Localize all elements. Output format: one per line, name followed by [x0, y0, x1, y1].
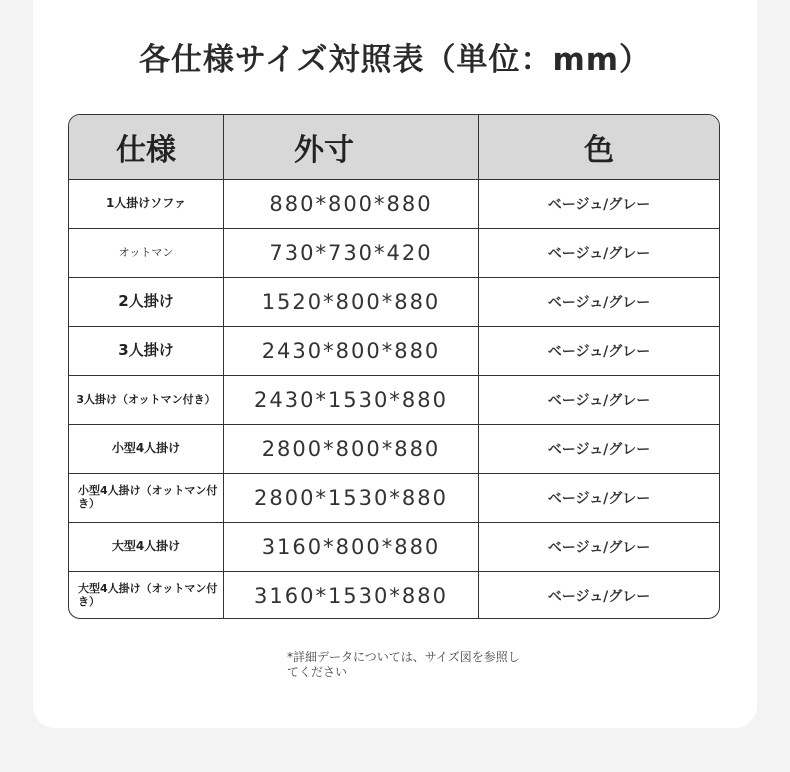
- row-spec-name: 1人掛けソファ: [69, 180, 224, 228]
- row-size: 3160*800*880: [224, 523, 479, 571]
- header-color: 色: [584, 133, 614, 168]
- row-size: 2430*800*880: [224, 327, 479, 375]
- table-row: [69, 522, 719, 571]
- row-spec-name: 大型4人掛け: [69, 523, 224, 571]
- row-spec-name: 3人掛け: [69, 327, 224, 375]
- row-size: 730*730*420: [224, 229, 479, 277]
- table-row: [69, 473, 719, 522]
- row-spec-name: 3人掛け（オットマン付き）: [69, 376, 224, 424]
- table-row: [69, 228, 719, 277]
- row-spec-name: オットマン: [69, 229, 224, 277]
- row-color: ベージュ/グレー: [547, 589, 651, 605]
- table-header-row: [69, 115, 719, 179]
- row-color: ベージュ/グレー: [547, 197, 651, 213]
- row-spec-name: 小型4人掛け（オットマン付き）: [69, 474, 224, 522]
- row-size: 2800*1530*880: [224, 474, 479, 522]
- header-size: 外寸: [224, 115, 479, 179]
- page-title: 各仕様サイズ対照表（単位：mm）: [138, 42, 652, 78]
- row-color: ベージュ/グレー: [547, 344, 651, 360]
- size-spec-table: [68, 114, 720, 619]
- row-color: ベージュ/グレー: [547, 540, 651, 556]
- row-color: ベージュ/グレー: [547, 442, 651, 458]
- row-color: ベージュ/グレー: [547, 491, 651, 507]
- row-size: 2800*800*880: [224, 425, 479, 473]
- table-row: [69, 277, 719, 326]
- table-row: [69, 424, 719, 473]
- row-color: ベージュ/グレー: [547, 246, 651, 262]
- table-row: [69, 326, 719, 375]
- row-color: ベージュ/グレー: [547, 295, 651, 311]
- row-spec-name: 小型4人掛け: [69, 425, 224, 473]
- row-size: 2430*1530*880: [224, 376, 479, 424]
- row-size: 3160*1530*880: [224, 572, 479, 619]
- table-row: [69, 179, 719, 228]
- header-spec: 仕様: [69, 115, 224, 179]
- row-color: ベージュ/グレー: [547, 393, 651, 409]
- row-size: 880*800*880: [224, 180, 479, 228]
- footnote: *詳細データについては、サイズ図を参照してください: [287, 650, 520, 679]
- row-spec-name: 大型4人掛け（オットマン付き）: [69, 572, 224, 619]
- table-row: [69, 375, 719, 424]
- row-spec-name: 2人掛け: [69, 278, 224, 326]
- table-row: [69, 571, 719, 619]
- row-size: 1520*800*880: [224, 278, 479, 326]
